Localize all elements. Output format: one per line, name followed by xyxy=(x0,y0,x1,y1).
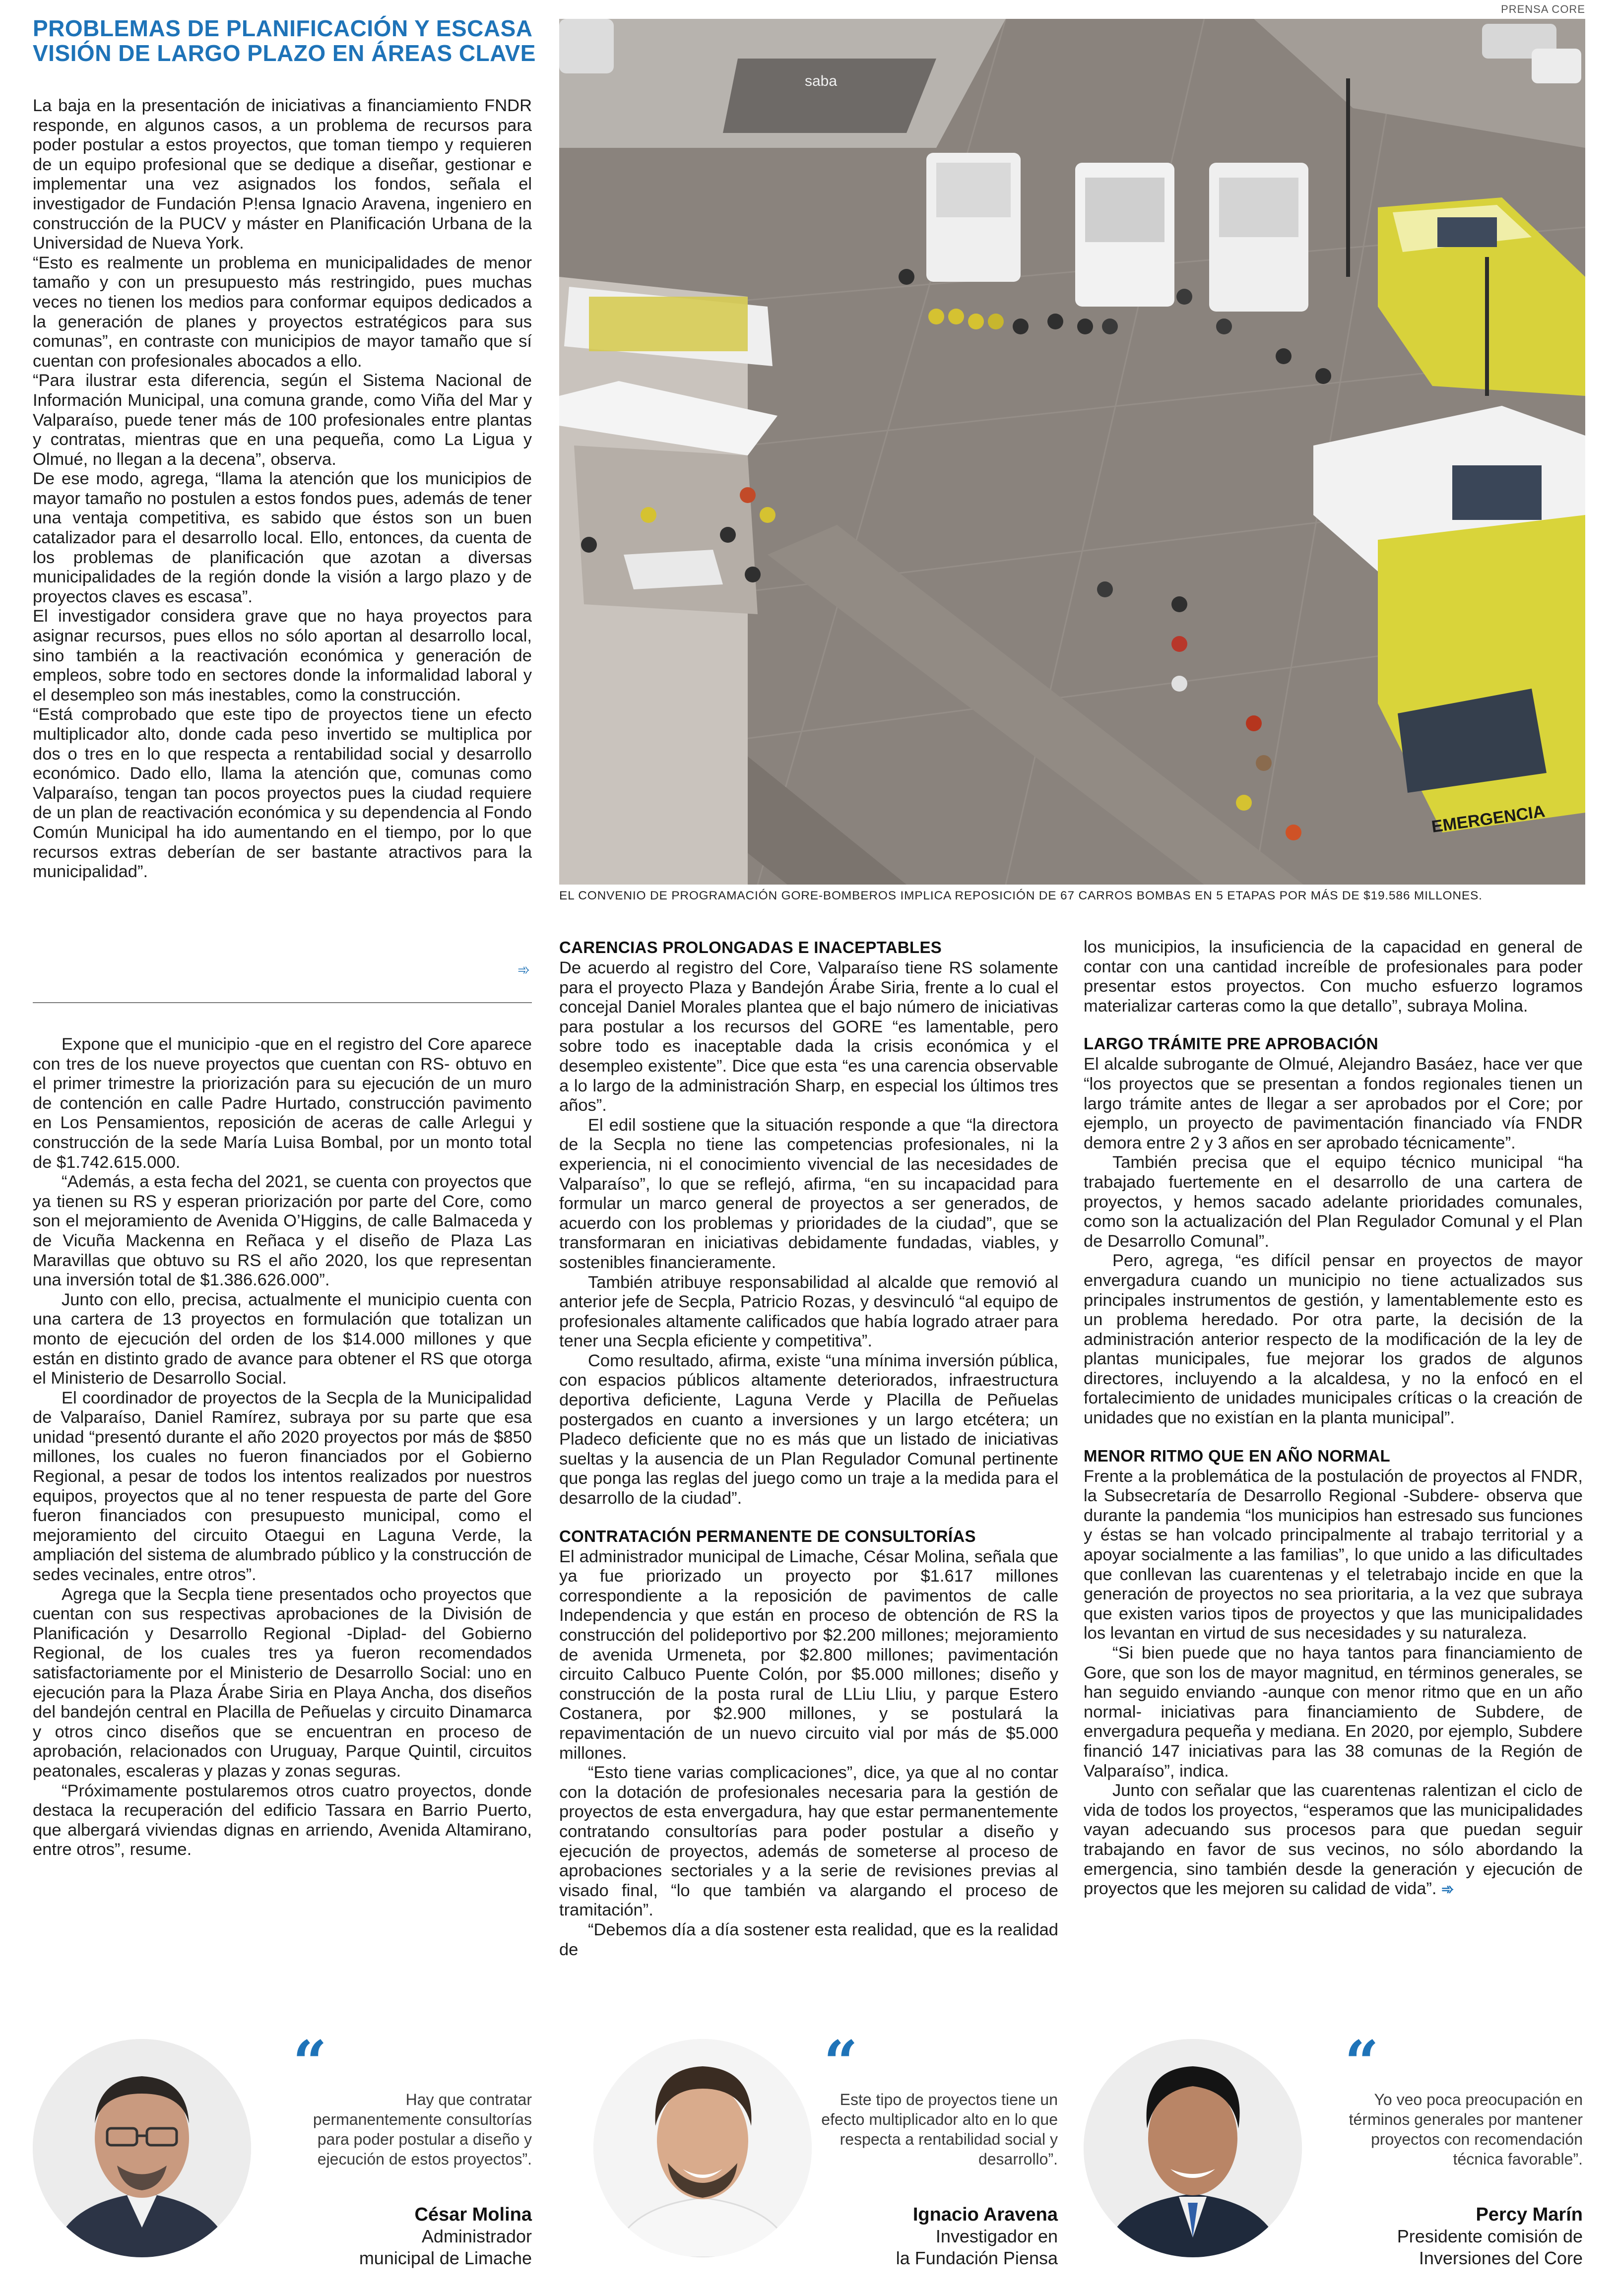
sidebar-divider xyxy=(33,1002,532,1003)
col2-paragraph: De acuerdo al registro del Core, Valparaíso tiene RS solamente para el proyecto Plaza y Bandejón Árabe Siria, frente a lo cual el concejal Daniel Morales plantea que el bajo número de iniciativas para postular a los recursos del GORE “es lamentable, pero sobre todo es inaceptable dada la crisis económica y el desempleo existente”. Dice que esta “es una carencia observable a lo largo de la administración Sharp, en especial los últimos tres años”. xyxy=(559,958,1058,1115)
col2-paragraph: “Esto tiene varias complicaciones”, dice, ya que al no contar con la dotación de profesionales necesaria para la gestión de proyectos de esta envergadura, hay que estar permanentemente contratando consultorías para poder postular a diseño y ejecución de proyectos, además de someterse al proceso de aprobaciones sectoriales y a la serie de revisiones previas al visado final, “lo que también va alargando el proceso de tramitación”. xyxy=(559,1763,1058,1920)
column-1 xyxy=(33,1035,532,1860)
column-3 xyxy=(1084,938,1583,1900)
portrait-image xyxy=(593,2039,812,2257)
main-photo xyxy=(559,19,1585,885)
portrait-percy-marin xyxy=(1084,2039,1302,2257)
quote-block-1 xyxy=(278,2090,532,2269)
col2-heading-1: CARENCIAS PROLONGADAS E INACEPTABLES xyxy=(559,938,942,957)
col2-spacer xyxy=(559,1509,1058,1527)
sidebar-text xyxy=(33,96,532,882)
quote-mark-icon: “ xyxy=(824,2028,858,2098)
col1-paragraph: “Además, a esta fecha del 2021, se cuenta con proyectos que ya tienen su RS y esperan priorización por parte del Core, como son el mejoramiento de Avenida O’Higgins, de calle Balmaceda y de Vicuña Mackenna en Reñaca y el diseño de Plaza Las Maravillas que obtuvo su RS el año 2020, los que representan una inversión total de $1.386.626.000”. xyxy=(33,1172,532,1290)
headline-line-1: PROBLEMAS DE PLANIFICACIÓN Y ESCASA xyxy=(33,15,533,41)
quote-author-name: César Molina xyxy=(414,2204,532,2225)
quote-author-role: Administrador xyxy=(421,2226,532,2246)
quote-block-3 xyxy=(1320,2090,1583,2269)
col3-paragraph: El alcalde subrogante de Olmué, Alejandro Basáez, hace ver que “los proyectos que se presentan a fondos regionales tienen un largo trámite antes de llegar a ser aprobados por el Core; por ejemplo, un proyecto de pavimentación financiado vía FNDR demora entre 2 y 3 años en ser aprobado técnicamente”. xyxy=(1084,1055,1583,1152)
portrait-cesar-molina xyxy=(33,2039,251,2257)
sidebar-paragraph: “Esto es realmente un problema en municipalidades de menor tamaño y con un presupuesto más restringido, pues muchas veces no tienen los medios para conformar equipos dedicados a la generación de planes y proyectos estratégicos para sus comunas”, en contraste con municipios de mayor tamaño que sí cuentan con profesionales abocados a ello. xyxy=(33,253,532,371)
portrait-image xyxy=(1084,2039,1302,2257)
col3-spacer xyxy=(1084,1016,1583,1034)
sidebar-paragraph: El investigador considera grave que no haya proyectos para asignar recursos, pues ellos no sólo aportan al desarrollo local, sino también a la reactivación económica y generación de empleos, sobre todo en sectores donde la informalidad laboral y el desempleo son más inestables, como la construcción. xyxy=(33,607,532,704)
col3-paragraph: los municipios, la insuficiencia de la capacidad en general de contar con una cantidad increíble de profesionales para poder presentar estos proyectos. Con mucho esfuerzo logramos materializar carteras como la que detallo”, subraya Molina. xyxy=(1084,938,1583,1016)
sidebar-paragraph: La baja en la presentación de iniciativas a financiamiento FNDR responde, en algunos casos, a un problema de recursos para poder postular a estos proyectos, que toman tiempo y requieren de un equipo profesional que se dedique a diseñar, gestionar e implementar una vez asignados los fondos, señala el investigador de Fundación P!ensa Ignacio Aravena, ingeniero en construcción de la PUCV y máster en Planificación Urbana de la Universidad de Nueva York. xyxy=(33,96,532,253)
col3-paragraph: Junto con señalar que las cuarentenas ralentizan el ciclo de vida de todos los proyectos, “esperamos que las municipalidades vayan adecuando sus procesos para que puedan seguir trabajando en favor de sus vecinos, no sólo abordando la emergencia, sino también desde la generación y ejecución de proyectos que les mejoren su calidad de vida”. ➾ xyxy=(1084,1781,1583,1899)
photo-sign-text: saba xyxy=(805,73,838,89)
quote-author-name: Ignacio Aravena xyxy=(912,2204,1058,2225)
column-2 xyxy=(559,938,1058,1960)
quote-author-role: Investigador en xyxy=(935,2226,1058,2246)
col3-paragraph: También precisa que el equipo técnico municipal “ha trabajado fuertemente en el desarrollo de una cartera de proyectos, y hemos sacado adelante prioridades comunales, como son la actualización del Plan Regulador Comunal y el Plan de Desarrollo Comunal”. xyxy=(1084,1153,1583,1251)
col1-paragraph: Agrega que la Secpla tiene presentados ocho proyectos que cuentan con sus respectivas aprobaciones de la División de Planificación y Desarrollo Regional -Diplad- del Gobierno Regional, de los cuales tres ya fueron recomendados satisfactoriamente por el Ministerio de Desarrollo Social: uno en ejecución para la Plaza Árabe Siria en Playa Ancha, dos diseños del bandejón central en Placilla de Peñuelas y circuito Dinamarca y otros cinco diseños que se encuentran en proceso de aprobación, relacionados con Uruguay, Parque Quintil, circuitos peatonales, escaleras y plazas y zonas seguras. xyxy=(33,1585,532,1781)
col3-end-arrow-icon: ➾ xyxy=(1441,1881,1454,1898)
col3-paragraph: Pero, agrega, “es difícil pensar en proyectos de mayor envergadura cuando un municipio no tiene actualizados sus principales instrumentos de gestión, y lamentablemente esto es un problema heredado. Por otra parte, la decisión de la administración anterior respecto de la modificación de la ley de plantas municipales, fue mejorar los grados de algunos directores, incluyendo a la alcaldesa, y no la enfocó en el fortalecimiento de unidades municipales críticas o la creación de unidades que no existían en la planta municipal”. xyxy=(1084,1251,1583,1428)
col3-spacer xyxy=(1084,1428,1583,1446)
portrait-image xyxy=(33,2039,251,2257)
quote-author-role: Inversiones del Core xyxy=(1419,2248,1583,2268)
col2-paragraph: También atribuye responsabilidad al alcalde que removió al anterior jefe de Secpla, Patricio Rozas, y desvinculó “al equipo de profesionales altamente calificados que había logrado atraer para tener una Secpla eficiente y competitiva”. xyxy=(559,1273,1058,1351)
col1-paragraph: Expone que el municipio -que en el registro del Core aparece con tres de los nueve proyectos que cuentan con RS- obtuvo en el primer trimestre la priorización para su ejecución de un muro de contención en calle Padre Hurtado, construcción pavimento en Los Pensamientos, reposición de aceras de calle Arlegui y construcción de la sede María Luisa Bombal, por un monto total de $1.742.615.000. xyxy=(33,1035,532,1172)
sidebar-end-arrow-icon: ➾ xyxy=(517,962,530,978)
quote-author-name: Percy Marín xyxy=(1476,2204,1583,2225)
quote-mark-icon: “ xyxy=(293,2028,327,2098)
headline-line-2: VISIÓN DE LARGO PLAZO EN ÁREAS CLAVE xyxy=(33,40,536,66)
sidebar-paragraph: “Está comprobado que este tipo de proyectos tiene un efecto multiplicador alto, donde cada peso invertido se multiplica por dos o tres en lo que respecta a rentabilidad social y desarrollo económico. Dado ello, llama la atención que, comunas como Valparaíso, tengan tan pocos proyectos pues la ciudad requiere de un plan de reactivación económica y su dependencia al Fondo Común Municipal ha ido aumentando en el tiempo, por lo que recursos extras deberían de ser bastante atractivos para la municipalidad”. xyxy=(33,705,532,882)
quote-mark-icon: “ xyxy=(1345,2028,1379,2098)
quote-author-role: la Fundación Piensa xyxy=(896,2248,1058,2268)
col1-paragraph: Junto con ello, precisa, actualmente el municipio cuenta con una cartera de 13 proyectos en formulación que totalizan un monto de ejecución del orden de los $14.000 millones y que están en distinto grado de avance para obtener el RS que otorga el Ministerio de Desarrollo Social. xyxy=(33,1290,532,1388)
section-label: PRENSA CORE xyxy=(1501,3,1585,15)
col2-heading-2: CONTRATACIÓN PERMANENTE DE CONSULTORÍAS xyxy=(559,1527,976,1545)
quote-text: Este tipo de proyectos tiene un efecto multiplicador alto en lo que respecta a rentabilidad social y desarrollo”. xyxy=(821,2091,1058,2168)
quote-text: Hay que contratar permanentemente consultorías para poder postular a diseño y ejecución de estos proyectos”. xyxy=(313,2091,532,2168)
quote-block-2 xyxy=(814,2090,1058,2269)
quote-author-role: Presidente comisión de xyxy=(1397,2226,1583,2246)
sidebar-paragraph: De ese modo, agrega, “llama la atención que los municipios de mayor tamaño no postulen a estos fondos pues, además de tener una ventaja competitiva, es sabido que éstos son un buen catalizador para el desarrollo local. Ello, entonces, da cuenta de los problemas de planificación que azotan a diversas municipalidades de la región donde la visión a largo plazo y de proyectos claves es escasa”. xyxy=(33,469,532,606)
col2-paragraph: Como resultado, afirma, existe “una mínima inversión pública, con espacios públicos altamente deteriorados, infraestructura deportiva deficiente, Laguna Verde y Placilla de Peñuelas postergados en cuanto a inversiones y un largo etcétera; un Pladeco deficiente que no es más que un listado de iniciativas sueltas y la ausencia de un Plan Regulador Comunal pertinente que ponga las reglas del juego como un traje a la medida para el desarrollo de la ciudad”. xyxy=(559,1351,1058,1508)
col1-paragraph: El coordinador de proyectos de la Secpla de la Municipalidad de Valparaíso, Daniel Ramírez, subraya por su parte que esa unidad “presentó durante el año 2020 proyectos por más de $850 millones, los cuales no fueron financiados por el Gobierno Regional, a pesar de todos los intentos realizados por nuestros equipos, proyectos que al no tener respuesta de parte del Gore fueron financiados con presupuesto municipal, como el mejoramiento del circuito Otaegui en Laguna Verde, la ampliación del sistema de alumbrado público y la construcción de sedes vecinales, entre otros”. xyxy=(33,1388,532,1585)
photo-vehicle-text: EMERGENCIA xyxy=(1430,802,1547,836)
col2-paragraph: El administrador municipal de Limache, César Molina, señala que ya fue priorizado un proyecto por $1.617 millones correspondiente a la reposición de pavimentos de calle Independencia y que están en proceso de obtención de RS la construcción del polideportivo por $2.200 millones; mejoramiento de avenida Urmeneta, por $2.800 millones; pavimentación circuito Calbuco Puente Colón, por $5.000 millones; diseño y construcción de la posta rural de LLiu Lliu, y parque Estero Costanera, por $2.900 millones, y se postulará la repavimentación de un nuevo circuito vial por más de $5.000 millones. xyxy=(559,1547,1058,1763)
col3-heading-2: MENOR RITMO QUE EN AÑO NORMAL xyxy=(1084,1446,1390,1465)
col3-paragraph: “Si bien puede que no haya tantos para financiamiento de Gore, que son los de mayor magnitud, en términos generales, se han seguido enviando -aunque con menor ritmo que en un año normal- iniciativas para financiamiento de Subdere, de envergadura pequeña y mediana. En 2020, por ejemplo, Subdere financió 147 iniciativas para las 38 comunas de la Región de Valparaíso”, indica. xyxy=(1084,1644,1583,1781)
col1-paragraph: “Próximamente postularemos otros cuatro proyectos, donde destaca la recuperación del edificio Tassara en Barrio Puerto, que albergará viviendas dignas en arriendo, Avenida Altamirano, entre otros”, resume. xyxy=(33,1781,532,1859)
col2-paragraph: El edil sostiene que la situación responde a que “la directora de la Secpla no tiene las competencias profesionales, ni la experiencia, ni el conocimiento vivencial de las necesidades de Valparaíso”, lo que se reflejó, afirma, “en su incapacidad para formular un marco general de proyectos a ser generados, de acuerdo con los problemas y prioridades de la ciudad”, que se transformaran en iniciativas debidamente fundadas, viables, y sostenibles financieramente. xyxy=(559,1115,1058,1272)
quote-author-role: municipal de Limache xyxy=(359,2248,532,2268)
col3-heading-1: LARGO TRÁMITE PRE APROBACIÓN xyxy=(1084,1034,1378,1053)
col2-paragraph: “Debemos día a día sostener esta realidad, que es la realidad de xyxy=(559,1920,1058,1959)
portrait-ignacio-aravena xyxy=(593,2039,812,2257)
sidebar-paragraph: “Para ilustrar esta diferencia, según el Sistema Nacional de Información Municipal, una comuna grande, como Viña del Mar y Valparaíso, puede tener más de 100 profesionales entre plantas y contratas, mientras que en una pequeña, como La Ligua y Olmué, no llegan a la decena”, observa. xyxy=(33,371,532,469)
photo-scene xyxy=(559,19,1585,885)
headline xyxy=(33,16,549,65)
photo-caption: EL CONVENIO DE PROGRAMACIÓN GORE-BOMBEROS IMPLICA REPOSICIÓN DE 67 CARROS BOMBAS EN 5 ETAPAS POR MÁS DE $19.586 MILLONES. xyxy=(559,889,1483,902)
quote-text: Yo veo poca preocupación en términos generales por mantener proyectos con recomendación técnica favorable”. xyxy=(1349,2091,1583,2168)
col3-paragraph: Frente a la problemática de la postulación de proyectos al FNDR, la Subsecretaría de Desarrollo Regional -Subdere- observa que durante la pandemia “los municipios han estresado sus funciones y éstas se han volcado principalmente al trabajo territorial y a apoyar socialmente a las familias”, lo que unido a las dificultades que conllevan las cuarentenas y el teletrabajo incide en que la generación de proyectos no sea prioritaria, a la vez que subraya que existen varios tipos de proyectos y que las municipalidades los levantan en virtud de sus necesidades y su naturaleza. xyxy=(1084,1467,1583,1643)
